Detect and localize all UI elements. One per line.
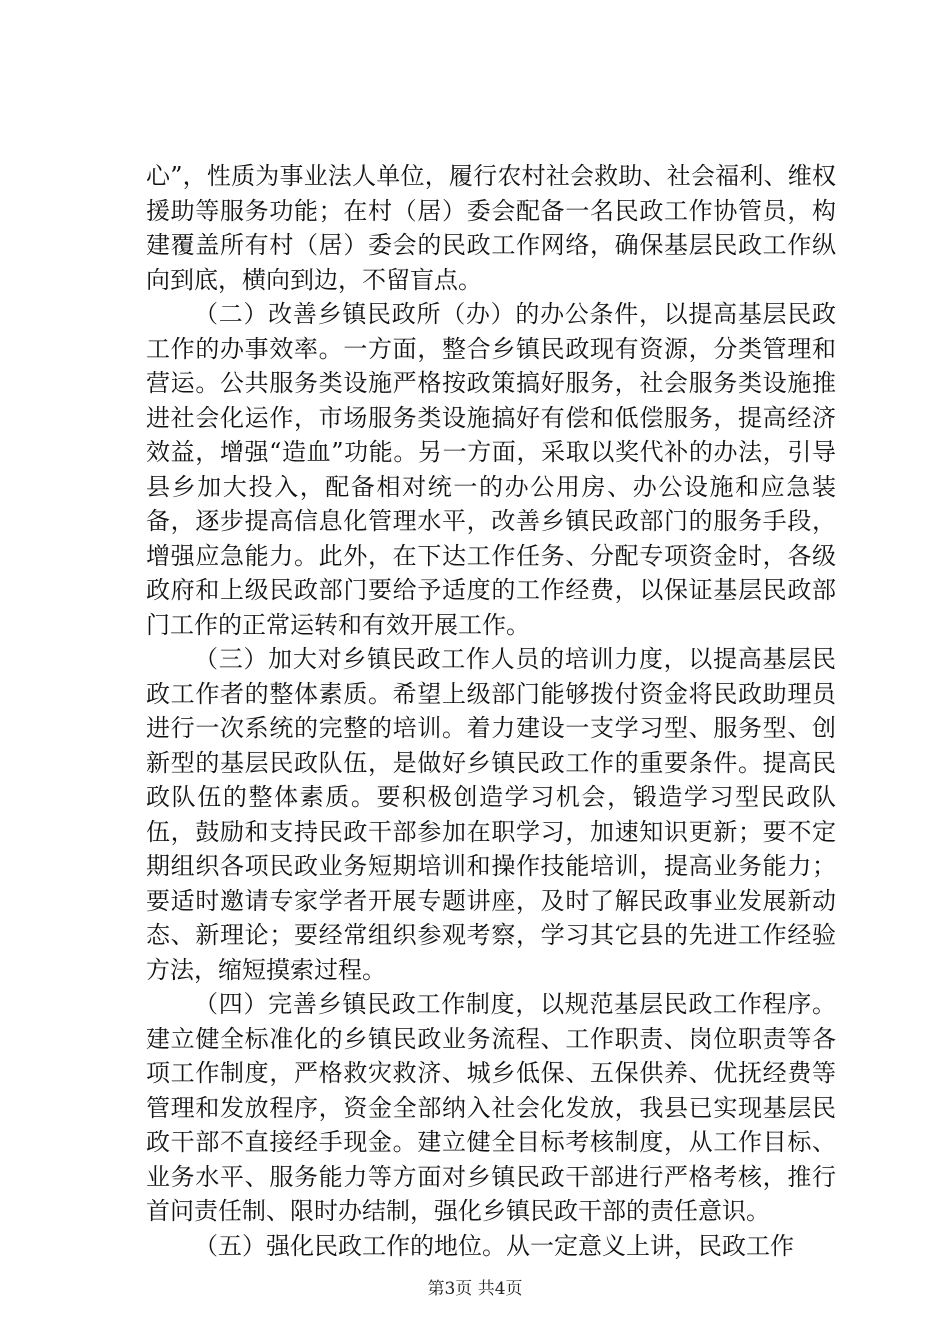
paragraph-section-4: （四）完善乡镇民政工作制度，以规范基层民政工作程序。建立健全标准化的乡镇民政业务流程、工作职责、岗位职责等各项工作制度，严格救灾救济、城乡低保、五保供养、优抚经费等管理和发放程序，资金全部纳入社会化发放，我县已实现基层民政干部不直接经手现金。建立健全目标考核制度，从工作目标、业务水平、服务能力等方面对乡镇民政干部进行严格考核，推行首问责任制、限时办结制，强化乡镇民政干部的责任意识。 xyxy=(146,990,836,1225)
paragraph-section-2: （二）改善乡镇民政所（办）的办公条件，以提高基层民政工作的办事效率。一方面，整合乡镇民政现有资源，分类管理和营运。公共服务类设施严格按政策搞好服务，社会服务类设施推进社会化运作，市场服务类设施搞好有偿和低偿服务，提高经济效益，增强“造血”功能。另一方面，采取以奖代补的办法，引导县乡加大投入，配备相对统一的办公用房、办公设施和应急装备，逐步提高信息化管理水平，改善乡镇民政部门的服务手段，增强应急能力。此外，在下达工作任务、分配专项资金时，各级政府和上级民政部门要给予适度的工作经费，以保证基层民政部门工作的正常运转和有效开展工作。 xyxy=(146,300,836,639)
paragraph-section-3: （三）加大对乡镇民政工作人员的培训力度，以提高基层民政工作者的整体素质。希望上级部门能够拨付资金将民政助理员进行一次系统的完整的培训。着力建设一支学习型、服务型、创新型的基层民政队伍，是做好乡镇民政工作的重要条件。提高民政队伍的整体素质。要积极创造学习机会，锻造学习型民政队伍，鼓励和支持民政干部参加在职学习，加速知识更新；要不定期组织各项民政业务短期培训和操作技能培训，提高业务能力；要适时邀请专家学者开展专题讲座，及时了解民政事业发展新动态、新理论；要经常组织参观考察，学习其它县的先进工作经验方法，缩短摸索过程。 xyxy=(146,645,836,984)
paragraph-section-5: （五）强化民政工作的地位。从一定意义上讲，民政工作 xyxy=(194,1231,794,1260)
page-number-footer: 第3页 共4页 xyxy=(427,1279,523,1299)
document-body xyxy=(146,159,836,1263)
paragraph-continuation: 心”，性质为事业法人单位，履行农村社会救助、社会福利、维权援助等服务功能；在村（居）委会配备一名民政工作协管员，构建覆盖所有村（居）委会的民政工作网络，确保基层民政工作纵向到底，横向到边，不留盲点。 xyxy=(146,162,836,294)
